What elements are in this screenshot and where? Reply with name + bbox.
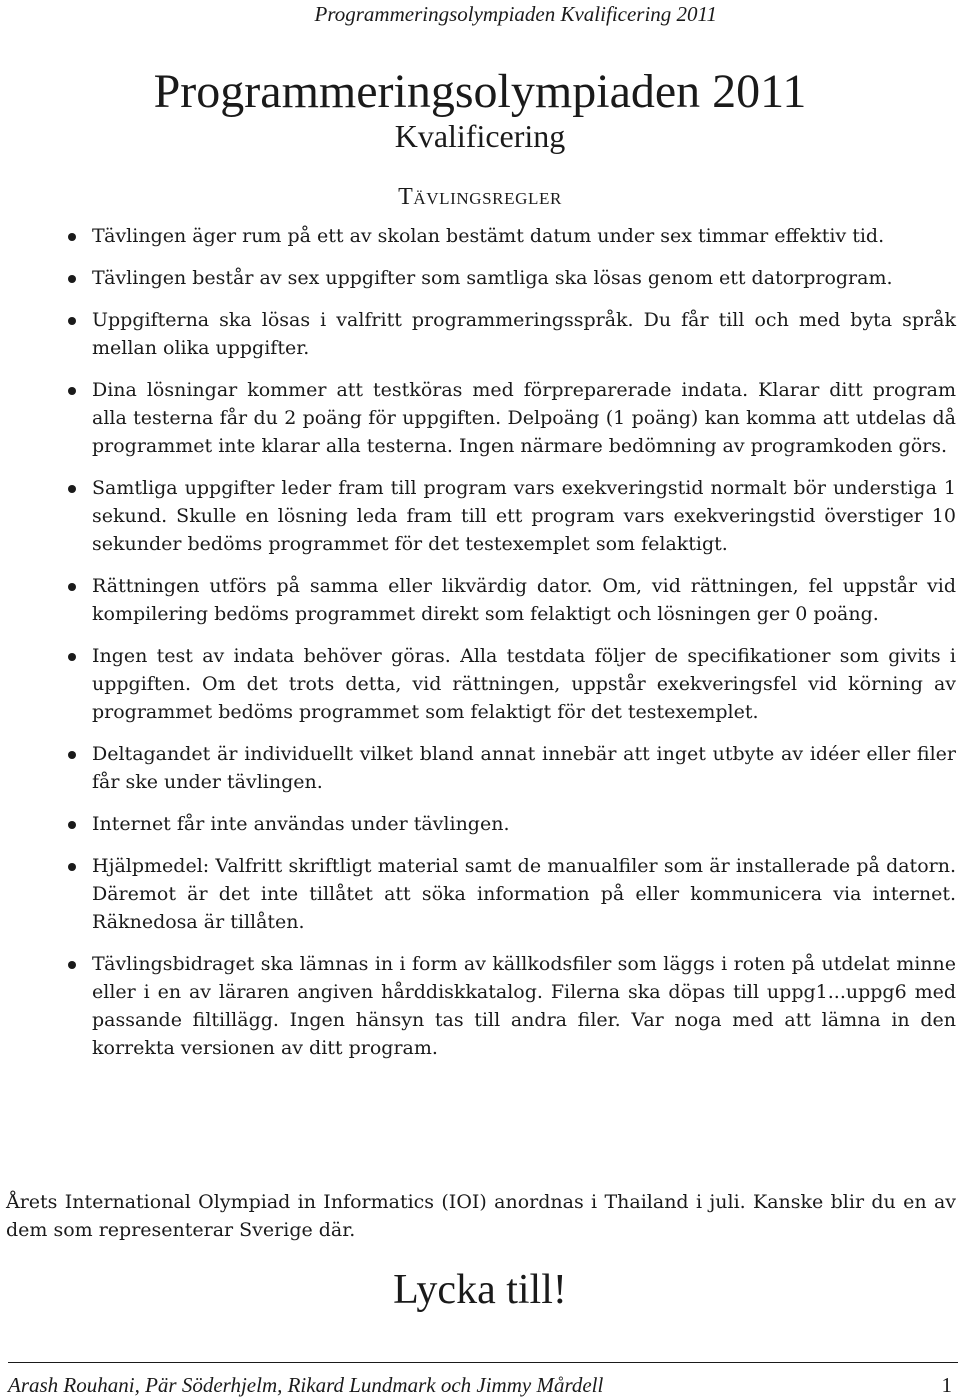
- running-header: Programmeringsolympiaden Kvalificering 2011: [314, 2, 717, 26]
- rule-text: Deltagandet är individuellt vilket bland annat innebär att inget utbyte av idéer eller filer får ske under tävlingen.: [92, 743, 956, 793]
- bullet-icon: [68, 751, 76, 759]
- bullet-icon: [68, 233, 76, 241]
- bullet-icon: [68, 821, 76, 829]
- bullet-icon: [68, 583, 76, 591]
- rule-text: Internet får inte användas under tävlingen.: [92, 813, 510, 835]
- footer-divider: [8, 1362, 958, 1363]
- bullet-icon: [68, 317, 76, 325]
- rule-item: [92, 950, 956, 1062]
- rule-item: [92, 376, 956, 460]
- bullet-icon: [68, 387, 76, 395]
- bullet-icon: [68, 961, 76, 969]
- bullet-icon: [68, 863, 76, 871]
- rule-item: [92, 810, 956, 838]
- bullet-icon: [68, 485, 76, 493]
- rule-text: Tävlingsbidraget ska lämnas in i form av källkodsfiler som läggs i roten på utdelat minne eller i en av läraren angiven hårddiskkatalog. Filerna ska döpas till uppg1...uppg6 med passande filtillägg. Ingen hänsyn tas till andra filer. Var noga med att lämna in den korrekta versionen av ditt program.: [92, 953, 956, 1059]
- rule-item: [92, 852, 956, 936]
- rule-text: Rättningen utförs på samma eller likvärdig dator. Om, vid rättningen, fel uppstår vid kompilering bedöms programmet direkt som felaktigt och lösningen ger 0 poäng.: [92, 575, 956, 625]
- footer-authors: Arash Rouhani, Pär Söderhjelm, Rikard Lundmark och Jimmy Mårdell: [8, 1373, 604, 1397]
- rule-item: [92, 474, 956, 558]
- rule-text: Tävlingen äger rum på ett av skolan bestämt datum under sex timmar effektiv tid.: [92, 225, 885, 247]
- rule-text: Hjälpmedel: Valfritt skriftligt material samt de manualfiler som är installerade på datorn. Däremot är det inte tillåtet att söka information på eller kommunicera via internet. Räknedosa är tillåten.: [92, 855, 956, 933]
- rule-item: [92, 740, 956, 796]
- rule-text: Dina lösningar kommer att testköras med förpreparerade indata. Klarar ditt program alla testerna får du 2 poäng för uppgiften. Delpoäng (1 poäng) kan komma att utdelas då programmet inte klarar alla testerna. Ingen närmare bedömning av programkoden görs.: [92, 379, 956, 457]
- section-heading-rules: Tävlingsregler: [398, 184, 562, 210]
- rule-text: Samtliga uppgifter leder fram till program vars exekveringstid normalt bör understiga 1 sekund. Skulle en lösning leda fram till ett program vars exekveringstid överstiger 10 sekunder bedöms programmet för det testexemplet som felaktigt.: [92, 477, 956, 555]
- rule-text: Tävlingen består av sex uppgifter som samtliga ska lösas genom ett datorprogram.: [92, 267, 893, 289]
- sign-off: Lycka till!: [393, 1267, 567, 1313]
- document-title: Programmeringsolympiaden 2011: [153, 65, 807, 118]
- rule-item: [92, 306, 956, 362]
- bullet-icon: [68, 653, 76, 661]
- rule-text: Ingen test av indata behöver göras. Alla testdata följer de specifikationer som givits i uppgiften. Om det trots detta, vid rättningen, uppstår exekveringsfel vid körning av programmet bedöms programmet som felaktigt för det testexemplet.: [92, 645, 956, 723]
- rule-item: [92, 642, 956, 726]
- bullet-icon: [68, 275, 76, 283]
- document-subtitle: Kvalificering: [394, 118, 566, 154]
- rule-item: [92, 264, 956, 292]
- rule-text: Uppgifterna ska lösas i valfritt programmeringsspråk. Du får till och med byta språk mellan olika uppgifter.: [92, 309, 956, 359]
- closing-paragraph: Årets International Olympiad in Informatics (IOI) anordnas i Thailand i juli. Kanske blir du en av dem som representerar Sverige där.: [6, 1191, 956, 1241]
- rule-item: [92, 222, 956, 250]
- rule-item: [92, 572, 956, 628]
- page-number: 1: [941, 1373, 952, 1397]
- rules-list: [92, 222, 956, 1076]
